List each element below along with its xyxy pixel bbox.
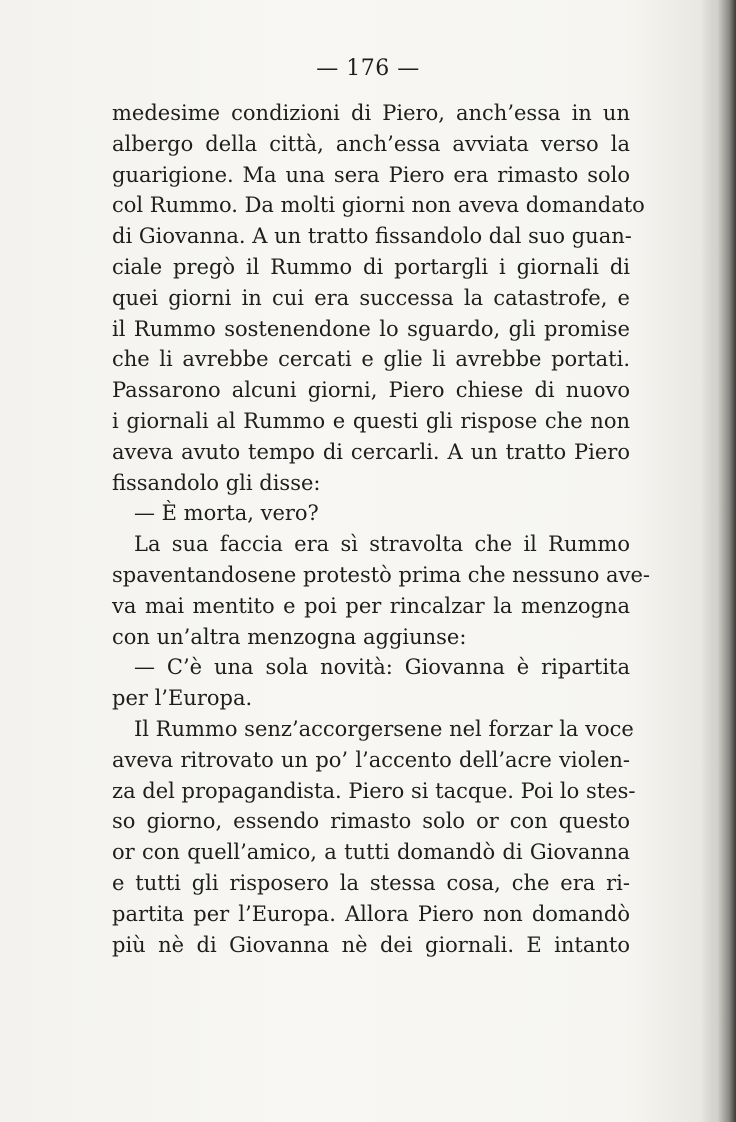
text-line: fissandolo gli disse:	[112, 470, 321, 495]
text-line: e tutti gli risposero la stessa cosa, che era ri-	[112, 870, 630, 895]
text-line: medesime condizioni di Piero, anch’essa in un	[112, 101, 630, 125]
text-line: di Giovanna. A un tratto fissandolo dal suo guan-	[112, 224, 632, 249]
text-line: con un’altra menzogna aggiunse:	[112, 624, 467, 649]
text-line: La sua faccia era sì stravolta che il Rummo	[134, 532, 630, 557]
text-line: so giorno, essendo rimasto solo or con questo	[112, 809, 630, 834]
text-line: va mai mentito e poi per rincalzar la menzogna	[112, 593, 630, 618]
text-line: za del propagandista. Piero si tacque. Poi lo stes-	[112, 778, 636, 803]
text-line: i giornali al Rummo e questi gli rispose che non	[112, 408, 630, 433]
text-line: il Rummo sostenendone lo sguardo, gli promise	[112, 316, 630, 341]
text-line: Passarono alcuni giorni, Piero chiese di nuovo	[112, 378, 630, 403]
text-line: — È morta, vero?	[134, 501, 319, 526]
text-line: spaventandosene protestò prima che nessuno ave-	[112, 562, 650, 587]
text-line: partita per l’Europa. Allora Piero non domandò	[112, 901, 630, 926]
text-line: albergo della città, anch’essa avviata verso la	[112, 131, 630, 156]
body-text	[112, 98, 650, 960]
text-line: aveva avuto tempo di cercarli. A un tratto Piero	[112, 439, 630, 464]
text-line: or con quell’amico, a tutti domandò di Giovanna	[112, 840, 630, 865]
text-line: più nè di Giovanna nè dei giornali. E intanto	[112, 932, 630, 957]
page-number: — 176 —	[316, 56, 420, 81]
text-line: aveva ritrovato un po’ l’accento dell’acre violen-	[112, 747, 630, 772]
text-line: ciale pregò il Rummo di portargli i giornali di	[112, 254, 630, 279]
text-line: per l’Europa.	[112, 686, 253, 711]
text-line: Il Rummo senz’accorgersene nel forzar la voce	[134, 716, 634, 741]
text-line: col Rummo. Da molti giorni non aveva domandato	[112, 193, 645, 218]
text-line: che li avrebbe cercati e glie li avrebbe portati.	[112, 347, 630, 372]
text-line: — C’è una sola novità: Giovanna è ripartita	[134, 655, 630, 680]
text-line: quei giorni in cui era successa la catastrofe, e	[112, 285, 630, 310]
binding-edge	[702, 0, 736, 1122]
text-line: guarigione. Ma una sera Piero era rimasto solo	[112, 162, 630, 187]
